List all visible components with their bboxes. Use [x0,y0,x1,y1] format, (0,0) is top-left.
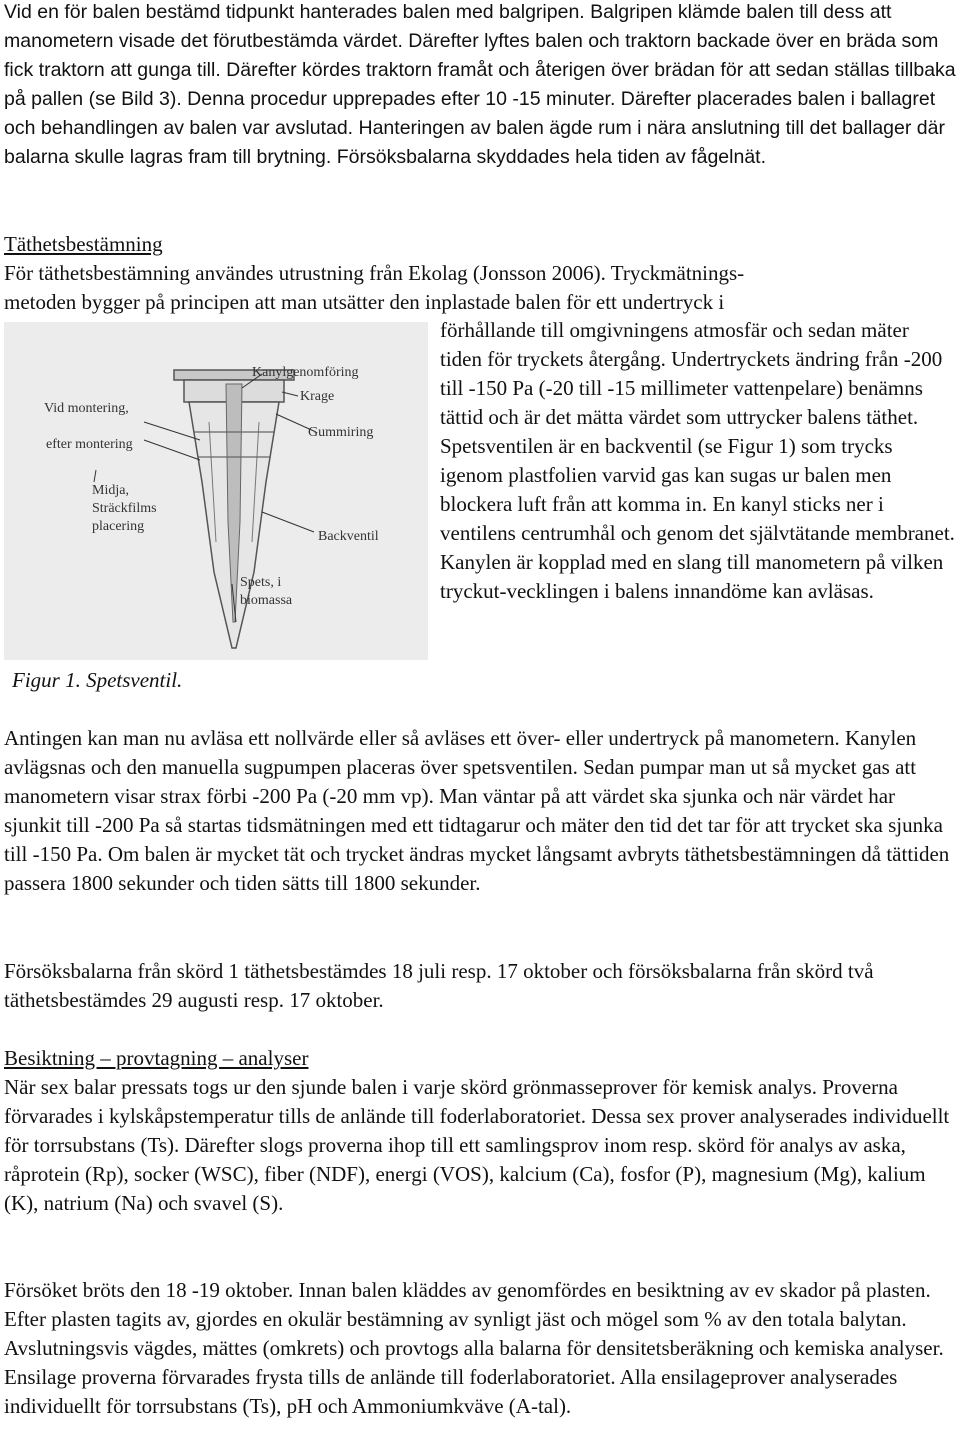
callout-line [144,422,200,440]
callout-line [94,470,96,482]
label-midja-3: placering [92,519,145,534]
section-heading: Täthetsbestämning [4,232,163,256]
section-line-2: metoden bygger på principen att man utsätter den inplastade balen för ett undertryck i [4,290,725,314]
label-vid-montering-1: Vid montering, [44,401,129,416]
section-line-1: För täthetsbestämning användes utrustning från Ekolag (Jonsson 2006). Tryckmätnings- [4,261,745,285]
figure-spetsventil [4,322,428,660]
label-midja-2: Sträckfilms [92,501,157,516]
paragraph-measurement: Antingen kan man nu avläsa ett nollvärde eller så avläses ett över- eller undertryck på manometern. Kanylen avlägsnas och den manuella sugpumpen placeras över spetsventilen. Sedan pumpar man ut så mycket gas att manometern visar strax förbi -200 Pa (-20 mm vp). Man väntar på att värdet ska sjunka och när värdet har sjunkit till -200 Pa så startas tidsmätningen med ett tidtagarur och mäter den tid det tar för att trycket ska sjunka till -150 Pa. Om balen är mycket tät och trycket ändras mycket långsamt avbryts täthetsbestämningen då tättiden passera 1800 sekunder och tiden sätts till 1800 sekunder. [4,726,950,895]
section-body: När sex balar pressats togs ur den sjunde balen i varje skörd grönmasseprover för kemisk analys. Proverna förvarades i kylskåpstemperatur tills de anlände till foderlaboratoriet. Dessa sex prover analyserades individuellt för torrsubstans (Ts). Därefter slogs proverna ihop till ett samlingsprov inom resp. skörd för analys av aska, råprotein (Rp), socker (WSC), fiber (NDF), energi (VOS), kalcium (Ca), fosfor (P), magnesium (Mg), kalium (K), natrium (Na) och svavel (S). [4,1075,950,1215]
label-backventil: Backventil [318,529,379,544]
section-side-text: förhållande till omgivningens atmosfär och sedan mäter tiden för tryckets återgång. Undertryckets ändring från -200 till -150 Pa (-20 till -15 millimeter vattenpelare) benämns tättid och är det mätta värdet som uttrycker balens täthet. Spetsventilen är en backventil (se Figur 1) som trycks igenom plastfolien varvid gas kan sugas ur balen men blockera luft från att komma in. En kanyl sticks ner i ventilens centrumhål och genom det självtätande membranet. Kanylen är kopplad med en slang till manometern på vilken tryckut-vecklingen i balens innandöme kan avläsas. [440,318,955,603]
figure-caption: Figur 1. Spetsventil. [12,668,183,692]
label-midja-1: Midja, [92,483,129,498]
callout-line [144,440,200,460]
label-krage: Krage [300,389,335,404]
section-heading: Besiktning – provtagning – analyser [4,1046,309,1070]
intro-paragraph: Vid en för balen bestämd tidpunkt hanterades balen med balgripen. Balgripen klämde balen till dess att manometern visade det förutbestämda värdet. Därefter lyftes balen och traktorn backade över en bräda som fick traktorn att gunga till. Därefter kördes traktorn framåt och återigen över brädan för att sedan ställas tillbaka på pallen (se Bild 3). Denna procedur upprepades efter 10 -15 minuter. Därefter placerades balen i ballagret och behandlingen av balen var avslutad. Hanteringen av balen ägde rum i nära anslutning till det ballager där balarna skulle lagras fram till brytning. Försöksbalarna skyddades hela tiden av fågelnät. [4,1,956,168]
label-gummiring: Gummiring [308,425,374,440]
valve-diagram [4,322,428,660]
label-spets-1: Spets, i [240,575,282,590]
paragraph-final: Försöket bröts den 18 -19 oktober. Innan balen kläddes av genomfördes en besiktning av ev skador på plasten. Efter plasten tagits av, gjordes en okulär bestämning av synligt jäst och mögel som % av den totala balytan. Avslutningsvis vägdes, mättes (omkrets) och provtogs alla balarna för densitetsberäkning och kemiska analyser. Ensilage proverna förvarades frysta tills de anlände till foderlaboratoriet. Alla ensilageprover analyserades individuellt för torrsubstans (Ts), pH och Ammoniumkväve (A-tal). [4,1278,944,1418]
paragraph-dates: Försöksbalarna från skörd 1 täthetsbestämdes 18 juli resp. 17 oktober och försöksbalarna från skörd två täthetsbestämdes 29 augusti resp. 17 oktober. [4,959,874,1012]
callout-line [262,512,314,532]
label-vid-montering-2: efter montering [46,437,133,452]
section-tathetsbestamning [4,230,956,317]
label-kanylgenomforing: Kanylgenomföring [252,365,359,380]
label-spets-2: biomassa [240,593,293,608]
section-besiktning [4,1044,956,1218]
